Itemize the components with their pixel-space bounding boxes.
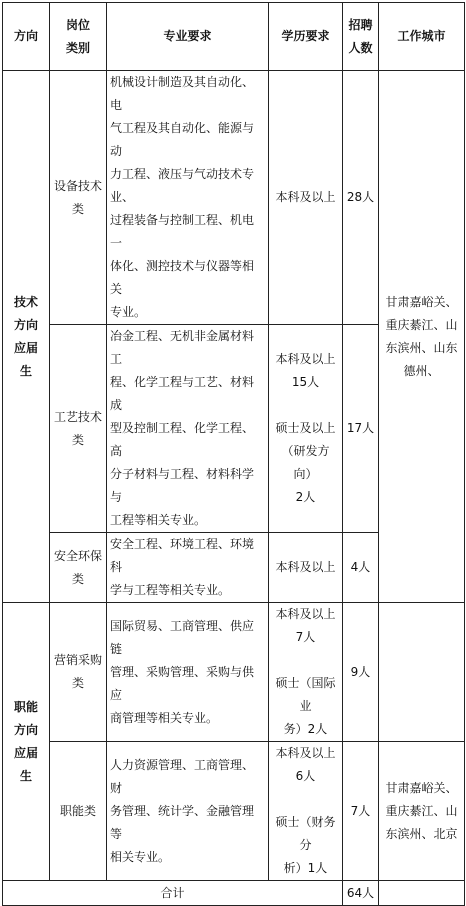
category-cell: 营销采购 类 [50,603,107,742]
city-cell-tech: 甘肃嘉峪关、 重庆綦江、山 东滨州、山东 德州、 [379,71,465,603]
count-cell: 28人 [343,71,379,325]
major-cell: 安全工程、环境工程、环境科 学与工程等相关专业。 [107,533,269,603]
header-major: 专业要求 [107,3,269,71]
count-cell: 7人 [343,742,379,881]
header-education: 学历要求 [269,3,343,71]
category-cell: 职能类 [50,742,107,881]
total-count: 64人 [343,881,379,906]
category-cell: 安全环保 类 [50,533,107,603]
major-cell: 人力资源管理、工商管理、财 务管理、统计学、金融管理等 相关专业。 [107,742,269,881]
count-cell: 4人 [343,533,379,603]
city-cell-empty [379,603,465,742]
category-cell: 工艺技术 类 [50,325,107,533]
education-cell: 本科及以上 6人 硕士（财务分 析）1人 [269,742,343,881]
header-count: 招聘 人数 [343,3,379,71]
education-cell: 本科及以上 15人 硕士及以上 （研发方向） 2人 [269,325,343,533]
direction-cell-function: 职能 方向 应届 生 [3,603,50,881]
total-label: 合计 [3,881,343,906]
header-city: 工作城市 [379,3,465,71]
header-direction: 方向 [3,3,50,71]
table-row [3,603,465,742]
education-cell: 本科及以上 7人 硕士（国际业 务）2人 [269,603,343,742]
count-cell: 17人 [343,325,379,533]
education-cell: 本科及以上 [269,71,343,325]
total-city-empty [379,881,465,906]
major-cell: 机械设计制造及其自动化、电 气工程及其自动化、能源与动 力工程、液压与气动技术专业、 过程装备与控制工程、机电一 体化、测控技术与仪器等相关 专业。 [107,71,269,325]
education-cell: 本科及以上 [269,533,343,603]
city-cell-function: 甘肃嘉峪关、 重庆綦江、山 东滨州、北京 [379,742,465,881]
count-cell: 9人 [343,603,379,742]
total-row [3,881,465,906]
major-cell: 国际贸易、工商管理、供应链 管理、采购管理、采购与供应 商管理等相关专业。 [107,603,269,742]
header-category: 岗位 类别 [50,3,107,71]
table-row [3,71,465,325]
recruitment-table [2,2,465,906]
table-row [3,742,465,881]
direction-cell-tech: 技术 方向 应届 生 [3,71,50,603]
header-row [3,3,465,71]
major-cell: 冶金工程、无机非金属材料工 程、化学工程与工艺、材料成 型及控制工程、化学工程、高 分子材料与工程、材料科学与 工程等相关专业。 [107,325,269,533]
category-cell: 设备技术 类 [50,71,107,325]
